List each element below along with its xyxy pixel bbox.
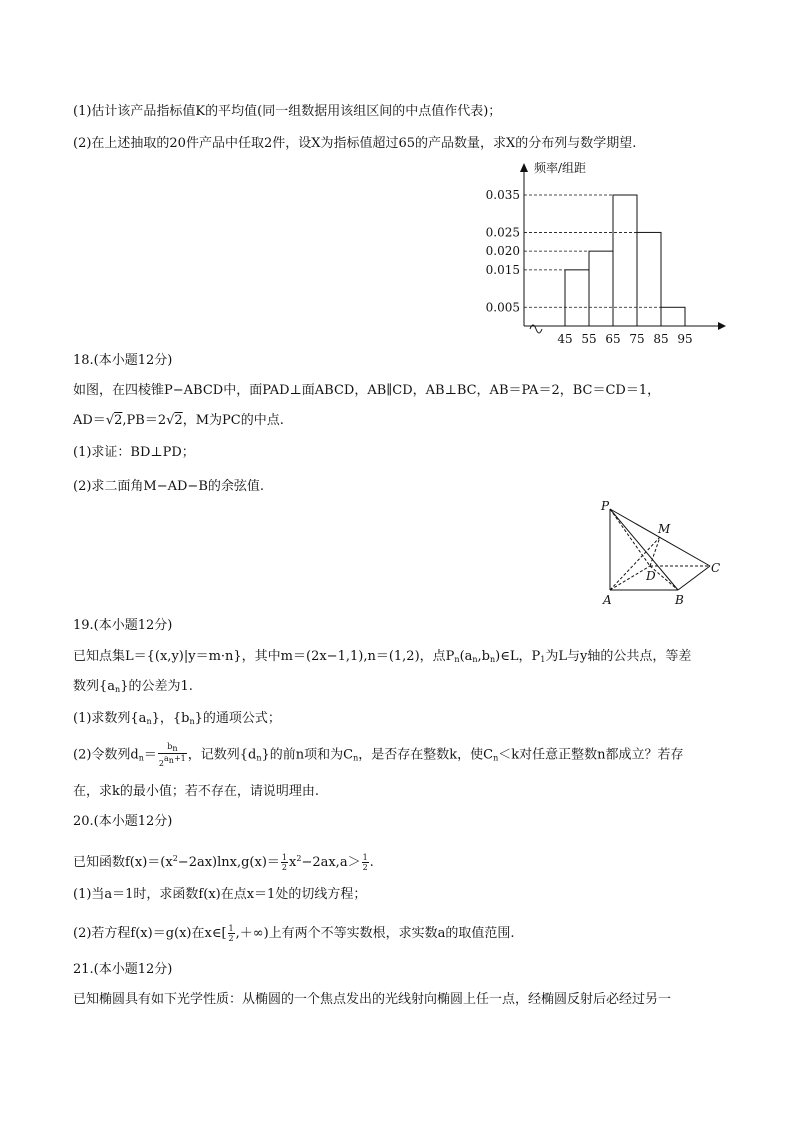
q19-part2-line2: 在，求k的最小值；若不存在，请说明理由. (73, 784, 320, 799)
x-tick-label: 65 (605, 332, 621, 346)
x-axis-arrow (718, 322, 726, 330)
q18-part1: (1)求证：BD⊥PD； (73, 445, 195, 460)
y-tick-label: 0.005 (485, 300, 520, 315)
q18-header: 18.(本小题12分) (73, 353, 173, 368)
q17-part1: (1)估计该产品指标值K的平均值(同一组数据用该组区间的中点值作代表)； (73, 104, 502, 119)
q19-part2: (2)令数列$d_n=$ $\frac{b_n}{2^{a_n+1}}$ ，记数列$\{d_n\}$的前n项和为$C_n$，是否存在整数k，使$C_n<k$对任意正整数n都成立？若存 (73, 742, 684, 768)
x-tick-label: 45 (557, 332, 573, 346)
edge-pd (610, 509, 650, 566)
histogram-bar (661, 307, 685, 326)
q19-header: 19.(本小题12分) (73, 618, 173, 633)
q20-header: 20.(本小题12分) (73, 814, 173, 829)
q19-stem-line1: 已知点集L＝{(x,y)|y＝m·n}，其中m＝(2x−1,1),n＝(1,2)，点$P_n(a_n,b_n)\in L$，$P_1$为L与y轴的公共点，等差 (73, 649, 692, 664)
edge-ad (610, 566, 650, 590)
q20-part1: (1)当a＝1时，求函数f(x)在点x＝1处的切线方程； (73, 887, 367, 902)
label-d: D (646, 569, 656, 583)
pyramid-figure (594, 496, 734, 611)
q20-stem: 已知函数$f(x)=(x^2-2ax)\ln x,g(x)=$ $\frac{1}{2}$ $x^2-2ax,a>$ $\frac{1}{2}$ . (73, 853, 374, 872)
q18-stem-line1: 如图，在四棱锥P−ABCD中，面PAD⊥面ABCD，AB∥CD，AB⊥BC，AB＝PA＝2，BC＝CD＝1， (73, 383, 661, 398)
edge-dm (650, 537, 660, 566)
frequency-histogram (478, 150, 738, 350)
histogram-bar (637, 232, 661, 326)
q20-part2: (2)若方程f(x)＝g(x)在x∈[ $\frac{1}{2}$ ,＋∞)上有两个不等实数根，求实数a的取值范围. (73, 924, 515, 943)
x-tick-label: 85 (653, 332, 669, 346)
x-tick-label: 55 (581, 332, 597, 346)
y-axis-label: 频率/组距 (534, 161, 587, 175)
half-fraction: $\frac{1}{2}$ (228, 924, 234, 943)
sqrt-symbol: √ (166, 413, 175, 428)
y-axis-arrow (520, 163, 528, 172)
label-p: P (601, 499, 610, 513)
q21-stem: 已知椭圆具有如下光学性质：从椭圆的一个焦点发出的光线射向椭圆上任一点，经椭圆反射后必经过另一 (73, 992, 672, 1007)
d-n-fraction: $\frac{b_n}{2^{a_n+1}}$ (158, 742, 186, 768)
y-tick-label: 0.035 (485, 188, 520, 202)
label-b: B (675, 593, 684, 607)
label-m: M (658, 522, 671, 536)
histogram-bar (565, 270, 589, 326)
q18-stem-line2: AD＝√2,PB＝2√2，M为PC的中点. (73, 413, 284, 428)
label-c: C (711, 561, 721, 575)
histogram-bar (589, 251, 613, 326)
half-fraction: $\frac{1}{2}$ (362, 853, 368, 872)
x-tick-label: 95 (677, 332, 693, 346)
q18-part2: (2)求二面角M−AD−B的余弦值. (73, 479, 265, 494)
label-a: A (603, 593, 612, 607)
y-tick-label: 0.025 (485, 225, 520, 240)
histogram-bar (613, 195, 637, 326)
edge-bc (678, 566, 710, 590)
q19-part1: (1)求数列$\{a_n\}$，$\{b_n\}$的通项公式； (73, 711, 281, 726)
sqrt-symbol: √ (105, 413, 115, 428)
q17-part2: (2)在上述抽取的20件产品中任取2件，设X为指标值超过65的产品数量，求X的分布列与数学期望. (73, 136, 637, 151)
q19-stem-line2: 数列$\{a_n\}$的公差为1. (73, 679, 193, 694)
half-fraction: $\frac{1}{2}$ (281, 853, 287, 872)
q21-header: 21.(本小题12分) (73, 962, 173, 977)
x-tick-label: 75 (629, 332, 645, 346)
y-tick-label: 0.020 (485, 244, 520, 259)
y-tick-label: 0.015 (485, 262, 520, 277)
